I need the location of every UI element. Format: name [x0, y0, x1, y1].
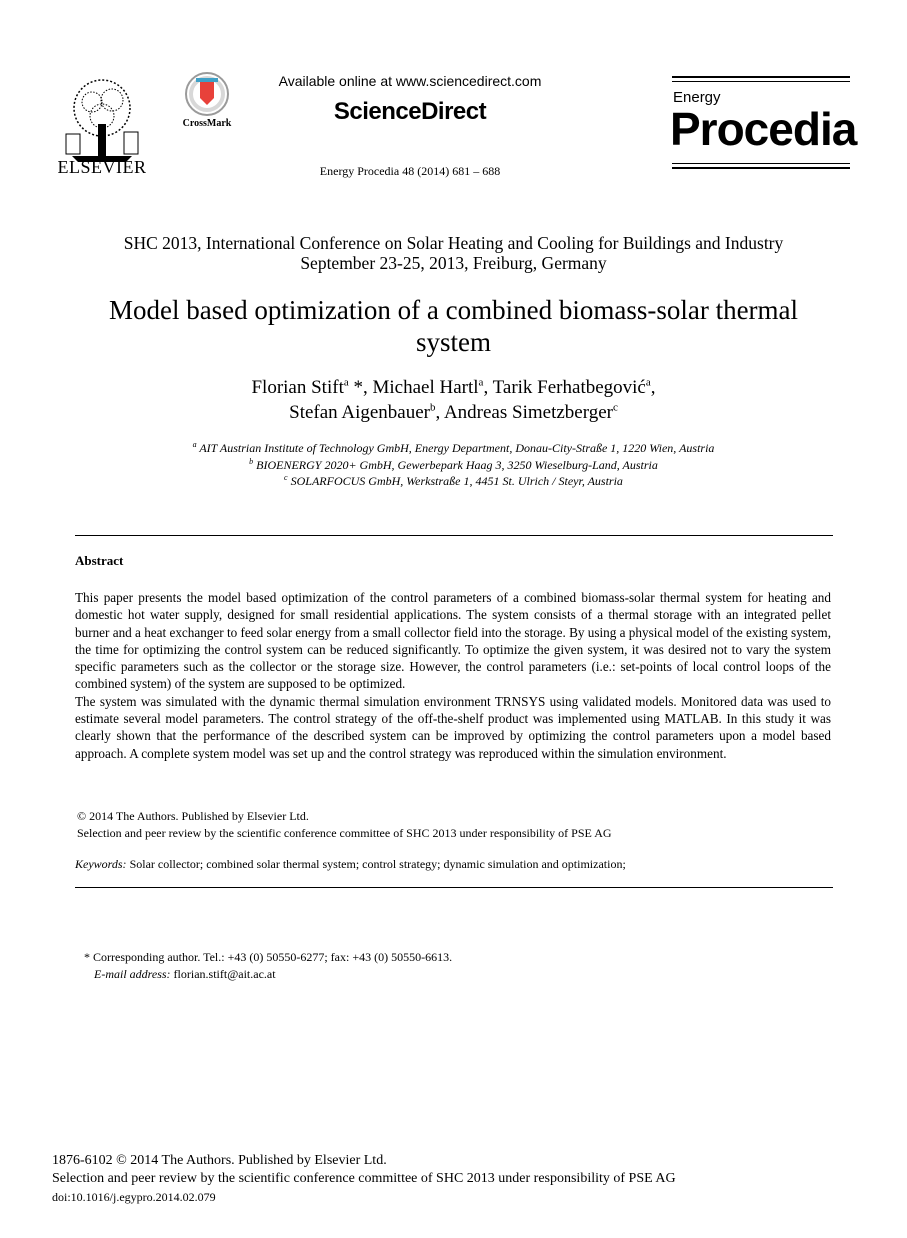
keywords-label: Keywords:	[75, 857, 127, 871]
abstract-body	[75, 589, 831, 762]
author-name: Andreas Simetzberger	[443, 402, 613, 423]
affiliation-mark: c	[284, 473, 288, 482]
journal-rule-top	[672, 76, 850, 84]
journal-name-energy: Energy	[673, 89, 721, 106]
abstract-top-rule	[75, 535, 833, 536]
copyright-line: © 2014 The Authors. Published by Elsevier Ltd.	[77, 809, 309, 823]
author-name: Florian Stift	[251, 377, 344, 398]
conference-name: SHC 2013, International Conference on Solar Heating and Cooling for Buildings and Industry	[123, 233, 784, 253]
keywords-text: Solar collector; combined solar thermal system; control strategy; dynamic simulation and optimization;	[126, 857, 626, 871]
affiliation-item	[40, 457, 867, 474]
abstract-paragraph: The system was simulated with the dynamic thermal simulation environment TRNSYS using validated models. Monitored data was used to estimate several model parameters. The control strategy of the off-the-shelf product was implemented using MATLAB. In this study it was clearly shown that the performance of the described system can be improved by optimizing the control parameters upon a model based approach. A complete system model was set up and the control strategy was reproduced within the simulation environment.	[75, 693, 831, 761]
author-separator: *,	[348, 377, 373, 398]
affiliation-text: SOLARFOCUS GmbH, Werkstraße 1, 4451 St. Ulrich / Steyr, Austria	[287, 474, 623, 488]
author-name: Tarik Ferhatbegović	[492, 377, 646, 398]
corresponding-contact: * Corresponding author. Tel.: +43 (0) 50550-6277; fax: +43 (0) 50550-6613.	[84, 950, 453, 964]
peer-review-line: Selection and peer review by the scientific conference committee of SHC 2013 under responsibility of PSE AG	[77, 826, 612, 840]
crossmark-label: CrossMark	[182, 118, 232, 129]
journal-rule-bottom	[672, 163, 850, 171]
author-separator: ,	[435, 402, 444, 423]
affiliation-text: AIT Austrian Institute of Technology GmbH, Energy Department, Donau-City-Straße 1, 1220 Wien, Austria	[196, 441, 715, 455]
author-name: Stefan Aigenbauer	[289, 402, 430, 423]
author-line1	[60, 375, 847, 400]
author-affiliation-mark: a	[343, 376, 349, 389]
affiliation-item	[40, 473, 867, 490]
author-affiliation-mark: c	[612, 401, 618, 414]
abstract-bottom-rule	[75, 887, 833, 888]
paper-title	[60, 294, 847, 358]
footer-peer-review: Selection and peer review by the scientific conference committee of SHC 2013 under responsibility of PSE AG	[52, 1171, 676, 1186]
email-label: E-mail address:	[94, 967, 171, 981]
affiliation-mark: b	[249, 456, 254, 466]
corresponding-author-note	[84, 949, 824, 983]
author-line2	[60, 400, 847, 425]
keywords	[75, 857, 831, 872]
affiliation-list	[40, 440, 867, 490]
sciencedirect-wordmark: ScienceDirect	[333, 98, 487, 125]
footer-info	[52, 1152, 852, 1206]
author-name: Michael Hartl	[372, 377, 479, 398]
email-address[interactable]: florian.stift@ait.ac.at	[170, 967, 276, 981]
affiliation-mark: a	[192, 440, 197, 449]
copyright-block	[75, 808, 831, 842]
abstract-paragraph: This paper presents the model based optimization of the control parameters of a combined biomass-solar thermal system for heating and domestic hot water supply, designed for small residential applications. The system consists of a thermal storage with an integrated pellet burner and a heat exchanger to feed solar energy from a small collector field into the storage. By using a physical model of the existing system, the time for optimizing the control system can be reduced significantly. To optimize the given system, it was desired not to vary the system specific parameters such as the collector or the storage size. However, the control parameters (i.e.: set-points of local control loops of the combined system) of the system are supposed to be optimized.	[75, 590, 831, 692]
corresponding-email-line	[84, 966, 824, 983]
journal-name-procedia: Procedia	[670, 103, 857, 155]
available-online-text: Available online at www.sciencedirect.com	[278, 73, 542, 89]
author-affiliation-mark: b	[430, 401, 436, 414]
issn-copyright: 1876-6102 © 2014 The Authors. Published by Elsevier Ltd.	[52, 1153, 387, 1168]
affiliation-text: BIOENERGY 2020+ GmbH, Gewerbepark Haag 3, 3250 Wieselburg-Land, Austria	[253, 457, 658, 472]
affiliation-item	[40, 440, 867, 457]
elsevier-wordmark: ELSEVIER	[57, 157, 147, 177]
paper-title-line2: system	[415, 327, 491, 357]
author-affiliation-mark: a	[645, 376, 651, 389]
author-affiliation-mark: a	[478, 376, 484, 389]
journal-citation: Energy Procedia 48 (2014) 681 – 688	[319, 164, 501, 178]
abstract-heading: Abstract	[75, 553, 124, 568]
author-separator: ,	[650, 377, 656, 398]
conference-info	[40, 233, 867, 273]
paper-title-line1: Model based optimization of a combined biomass-solar thermal	[108, 295, 799, 325]
author-list	[60, 375, 847, 425]
doi-link[interactable]: doi:10.1016/j.egypro.2014.02.079	[52, 1190, 216, 1204]
author-separator: ,	[483, 377, 493, 398]
conference-date: September 23-25, 2013, Freiburg, Germany	[300, 253, 607, 273]
